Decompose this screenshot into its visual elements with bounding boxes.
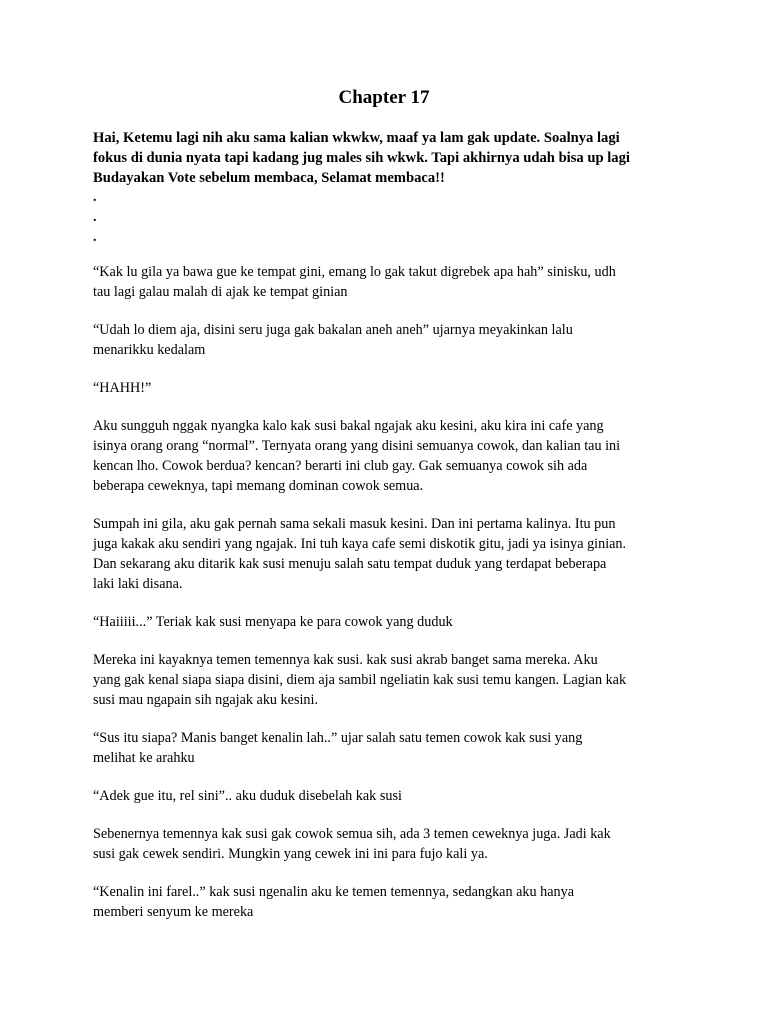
story-body	[93, 262, 683, 922]
story-paragraph	[93, 612, 683, 632]
story-paragraph	[93, 728, 683, 768]
paragraph-line: susi mau ngapain sih ngajak aku kesini.	[93, 692, 318, 708]
story-paragraph	[93, 262, 683, 302]
paragraph-line: Mereka ini kayaknya temen temennya kak susi. kak susi akrab banget sama mereka. Aku	[93, 652, 598, 668]
paragraph-line: “Sus itu siapa? Manis banget kenalin lah..” ujar salah satu temen cowok kak susi yang	[93, 730, 583, 746]
paragraph-line: menarikku kedalam	[93, 342, 206, 358]
paragraph-line: laki laki disana.	[93, 576, 183, 592]
paragraph-line: Dan sekarang aku ditarik kak susi menuju salah satu tempat duduk yang terdapat beberapa	[93, 556, 607, 572]
paragraph-line: juga kakak aku sendiri yang ngajak. Ini tuh kaya cafe semi diskotik gitu, jadi ya isinya ginian.	[93, 536, 627, 552]
paragraph-line: yang gak kenal siapa siapa disini, diem aja sambil ngeliatin kak susi temu kangen. Lagian kak	[93, 672, 627, 688]
paragraph-line: Sumpah ini gila, aku gak pernah sama sekali masuk kesini. Dan ini pertama kalinya. Itu pun	[93, 516, 616, 532]
paragraph-line: “Haiiiii...” Teriak kak susi menyapa ke para cowok yang duduk	[93, 614, 453, 630]
author-note-line: Hai, Ketemu lagi nih aku sama kalian wkwkw, maaf ya lam gak update. Soalnya lagi	[93, 130, 620, 146]
story-paragraph	[93, 882, 683, 922]
paragraph-line: susi gak cewek sendiri. Mungkin yang cewek ini ini para fujo kali ya.	[93, 846, 488, 862]
story-paragraph	[93, 320, 683, 360]
paragraph-line: Aku sungguh nggak nyangka kalo kak susi bakal ngajak aku kesini, aku kira ini cafe yang	[93, 418, 604, 434]
paragraph-line: “Kenalin ini farel..” kak susi ngenalin aku ke temen temennya, sedangkan aku hanya	[93, 884, 575, 900]
separator-dots	[93, 188, 683, 248]
paragraph-line: “Udah lo diem aja, disini seru juga gak bakalan aneh aneh” ujarnya meyakinkan lalu	[93, 322, 573, 338]
paragraph-line: isinya orang orang “normal”. Ternyata orang yang disini semuanya cowok, dan kalian tau ini	[93, 438, 621, 454]
story-paragraph	[93, 786, 683, 806]
chapter-title: Chapter 17	[338, 87, 430, 108]
author-note	[93, 128, 683, 188]
paragraph-line: “HAHH!”	[93, 380, 152, 396]
paragraph-line: memberi senyum ke mereka	[93, 904, 254, 920]
story-paragraph	[93, 824, 683, 864]
story-paragraph	[93, 378, 683, 398]
separator-dot: .	[93, 230, 97, 245]
paragraph-line: tau lagi galau malah di ajak ke tempat ginian	[93, 284, 348, 300]
story-paragraph	[93, 416, 683, 496]
paragraph-line: kencan lho. Cowok berdua? kencan? berarti ini club gay. Gak semuanya cowok sih ada	[93, 458, 588, 474]
chapter-content	[93, 128, 683, 940]
author-note-line: fokus di dunia nyata tapi kadang jug males sih wkwk. Tapi akhirnya udah bisa up lagi	[93, 150, 630, 166]
paragraph-line: melihat ke arahku	[93, 750, 195, 766]
paragraph-line: “Adek gue itu, rel sini”.. aku duduk disebelah kak susi	[93, 788, 402, 804]
separator-dot: .	[93, 210, 97, 225]
story-paragraph	[93, 514, 683, 594]
paragraph-line: beberapa ceweknya, tapi memang dominan cowok semua.	[93, 478, 424, 494]
paragraph-line: “Kak lu gila ya bawa gue ke tempat gini, emang lo gak takut digrebek apa hah” sinisku, udh	[93, 264, 616, 280]
author-note-line: Budayakan Vote sebelum membaca, Selamat membaca!!	[93, 170, 445, 186]
paragraph-line: Sebenernya temennya kak susi gak cowok semua sih, ada 3 temen ceweknya juga. Jadi kak	[93, 826, 611, 842]
story-paragraph	[93, 650, 683, 710]
separator-dot: .	[93, 190, 97, 205]
